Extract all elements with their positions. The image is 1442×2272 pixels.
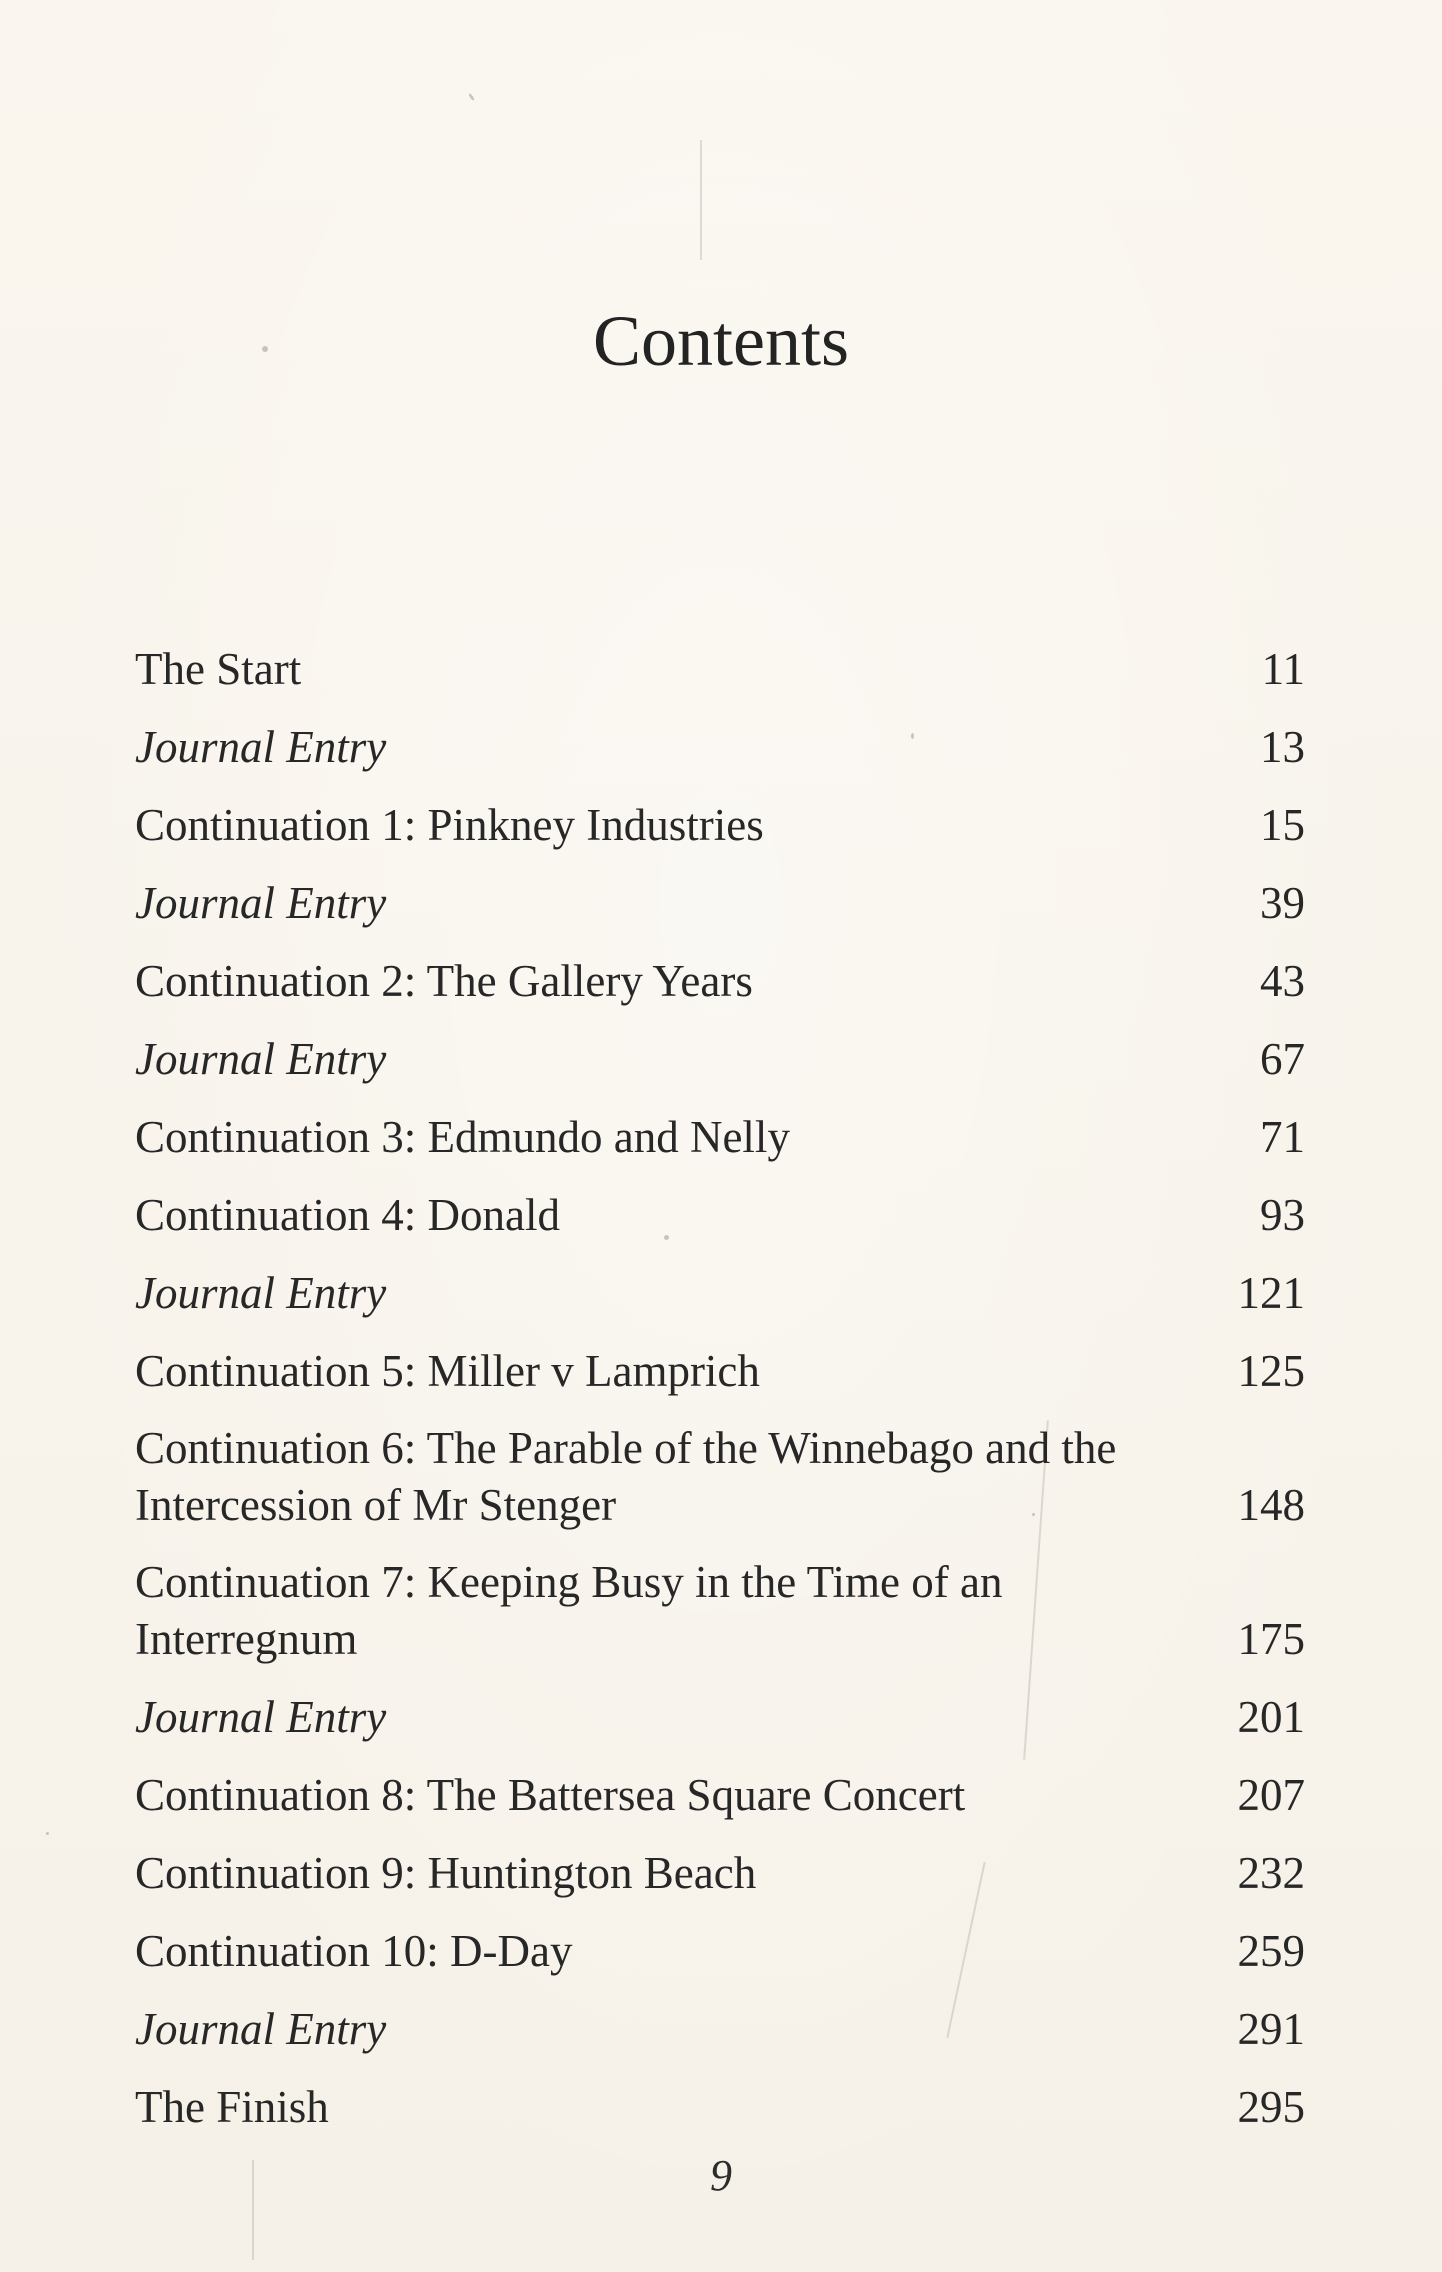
toc-entry-title: Journal Entry (135, 1268, 387, 1318)
paper-speck (468, 93, 475, 101)
toc-entry-title: The Start (135, 644, 302, 694)
toc-entry (135, 1254, 1305, 1332)
toc-entry-page-number: 71 (1260, 1112, 1305, 1162)
toc-entry-page-number: 259 (1237, 1926, 1305, 1976)
toc-entry-page-number: 93 (1260, 1190, 1305, 1240)
toc-entry-title: Continuation 1: Pinkney Industries (135, 800, 764, 850)
toc-entry (135, 1912, 1305, 1990)
toc-entry-page-number: 295 (1237, 2082, 1305, 2132)
toc-entry (135, 786, 1305, 864)
paper-crease (700, 140, 702, 260)
toc-entry-page-number: 15 (1260, 800, 1305, 850)
toc-entry (135, 2068, 1305, 2146)
toc-entry-title: Journal Entry (135, 878, 387, 928)
toc-entry-title: Continuation 6: The Parable of the Winnebago and the Intercession of Mr Stenger (135, 1423, 1117, 1530)
toc-entry (135, 708, 1305, 786)
toc-entry-page-number: 207 (1237, 1770, 1305, 1820)
toc-entry (135, 942, 1305, 1020)
toc-entry (135, 630, 1305, 708)
paper-speck (46, 1832, 49, 1835)
toc-entry-title: Continuation 8: The Battersea Square Concert (135, 1770, 966, 1820)
toc-entry-page-number: 175 (1237, 1614, 1305, 1664)
toc-entry-title: Continuation 4: Donald (135, 1190, 560, 1240)
toc-entry-title: Continuation 9: Huntington Beach (135, 1848, 757, 1898)
toc-entry-title: Continuation 5: Miller v Lamprich (135, 1346, 760, 1396)
toc-entry-page-number: 13 (1260, 722, 1305, 772)
toc-entry-page-number: 67 (1260, 1034, 1305, 1084)
toc-entry-page-number: 43 (1260, 956, 1305, 1006)
toc-entry-page-number: 39 (1260, 878, 1305, 928)
toc-entry-title: The Finish (135, 2082, 329, 2132)
toc-entry-page-number: 232 (1237, 1848, 1305, 1898)
toc-entry-title: Journal Entry (135, 1034, 387, 1084)
toc-entry-title: Continuation 2: The Gallery Years (135, 956, 753, 1006)
toc-entry-page-number: 291 (1237, 2004, 1305, 2054)
toc-entry-title: Journal Entry (135, 1692, 387, 1742)
toc-entry (135, 1098, 1305, 1176)
toc-entry-page-number: 11 (1261, 644, 1305, 694)
toc-entry-title: Continuation 3: Edmundo and Nelly (135, 1112, 790, 1162)
toc-entry-title: Continuation 7: Keeping Busy in the Time of an Interregnum (135, 1557, 1003, 1664)
toc-entry-page-number: 125 (1237, 1346, 1305, 1396)
toc-entry-title: Journal Entry (135, 2004, 387, 2054)
toc-entry (135, 1678, 1305, 1756)
page-title: Contents (592, 301, 849, 381)
toc-entry-page-number: 121 (1237, 1268, 1305, 1318)
page-number: 9 (710, 2151, 732, 2200)
toc-entry-page-number: 201 (1237, 1692, 1305, 1742)
toc-entry (135, 1756, 1305, 1834)
toc-entry (135, 1410, 1305, 1544)
toc-entry (135, 1990, 1305, 2068)
toc-entry (135, 864, 1305, 942)
toc-entry (135, 1176, 1305, 1254)
toc-entry-title: Journal Entry (135, 722, 387, 772)
toc-entry (135, 1544, 1305, 1678)
toc-entry-title: Continuation 10: D-Day (135, 1926, 573, 1976)
toc-entry (135, 1020, 1305, 1098)
table-of-contents (135, 630, 1305, 2146)
toc-entry (135, 1332, 1305, 1410)
toc-entry-page-number: 148 (1237, 1480, 1305, 1530)
toc-entry (135, 1834, 1305, 1912)
